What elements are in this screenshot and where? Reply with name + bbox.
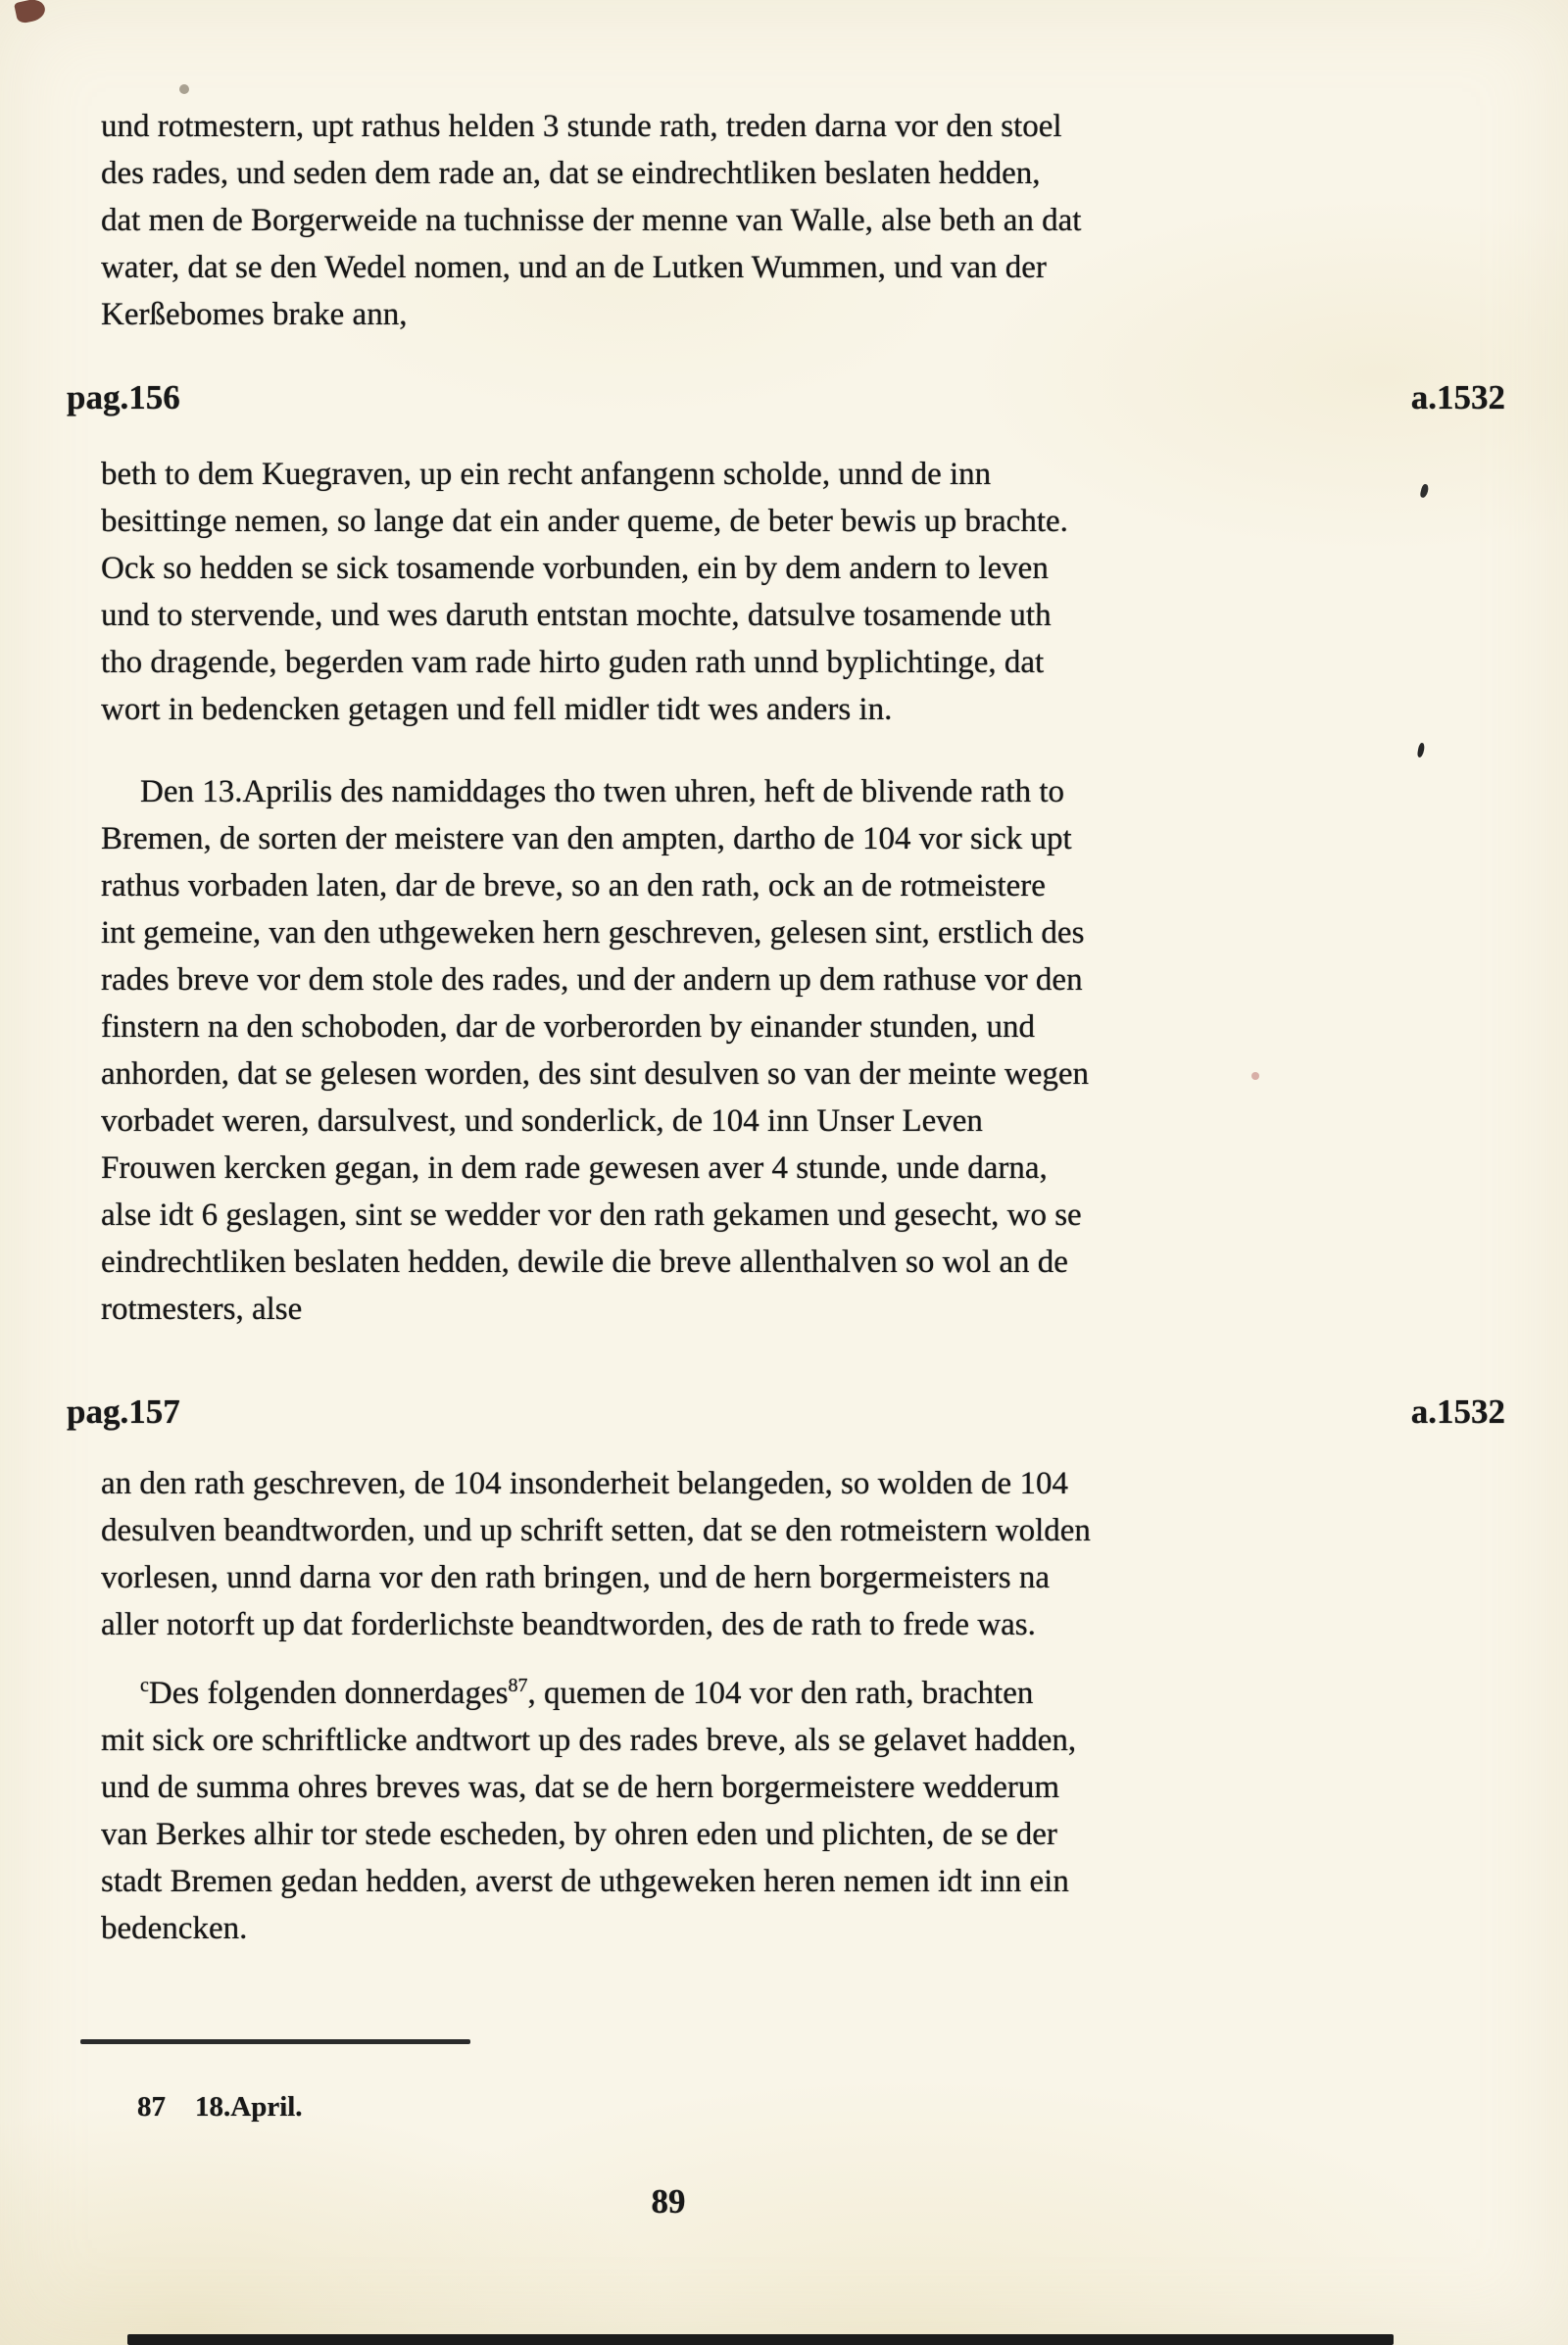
text-line: und de summa ohres breves was, dat se de hern borgermeistere wedderum xyxy=(101,1770,1060,1805)
footnote-separator-rule xyxy=(80,2039,470,2044)
text-line: aller notorft up dat forderlichste beandtworden, des de rath to frede was. xyxy=(101,1607,1036,1642)
source-page-ref: pag.156 xyxy=(67,378,180,416)
paragraph-1 xyxy=(101,103,1446,338)
page-number xyxy=(0,2182,1568,2222)
source-page-ref: pag.157 xyxy=(67,1392,180,1431)
scan-edge-bar xyxy=(127,2334,1394,2345)
text-line: desulven beandtworden, und up schrift setten, dat se den rotmeistern wolden xyxy=(101,1513,1091,1548)
text-line: vorlesen, unnd darna vor den rath bringen, und de hern borgermeisters na xyxy=(101,1560,1051,1595)
paragraph-4 xyxy=(101,1460,1446,1648)
paragraph-3 xyxy=(101,768,1446,1333)
text-line: Den 13.Aprilis des namiddages tho twen uhren, heft de blivende rath to xyxy=(140,774,1065,809)
text-line: water, dat se den Wedel nomen, und an de Lutken Wummen, und van der xyxy=(101,250,1047,285)
scan-corner-mark xyxy=(14,0,47,24)
text-line: Bremen, de sorten der meistere van den ampten, dartho de 104 vor sick upt xyxy=(101,821,1072,856)
text-segment: , quemen de 104 vor den rath, brachten xyxy=(527,1676,1034,1711)
text-line: rotmesters, alse xyxy=(101,1292,303,1327)
text-line: mit sick ore schriftlicke andtwort up des rades breve, als se gelavet hadden, xyxy=(101,1723,1077,1758)
text-line: rades breve vor dem stole des rades, und der andern up dem rathuse vor den xyxy=(101,962,1083,998)
text-line: int gemeine, van den uthgeweken hern geschreven, gelesen sint, erstlich des xyxy=(101,915,1085,951)
text-line: an den rath geschreven, de 104 insonderheit belangeden, so wolden de 104 xyxy=(101,1466,1068,1501)
footnote-text: 18.April. xyxy=(195,2091,303,2123)
text-line: Ock so hedden se sick tosamende vorbunden, ein by dem andern to leven xyxy=(101,551,1049,586)
text-line: eindrechtliken beslaten hedden, dewile die breve allenthalven so wol an de xyxy=(101,1245,1068,1280)
text-line: tho dragende, begerden vam rade hirto guden rath unnd byplichtinge, dat xyxy=(101,645,1045,680)
running-header-1 xyxy=(67,375,1505,420)
text-line: vorbadet weren, darsulvest, und sonderlick, de 104 inn Unser Leven xyxy=(101,1103,983,1139)
text-line: und rotmestern, upt rathus helden 3 stunde rath, treden darna vor den stoel xyxy=(101,109,1062,144)
page-number-value: 89 xyxy=(651,2182,686,2221)
text-line: stadt Bremen gedan hedden, averst de uthgeweken heren nemen idt inn ein xyxy=(101,1864,1069,1899)
year-ref: a.1532 xyxy=(1410,1392,1505,1431)
text-line: anhorden, dat se gelesen worden, des sint desulven so van der meinte wegen xyxy=(101,1056,1090,1092)
text-line: Frouwen kercken gegan, in dem rade gewesen aver 4 stunde, unde darna, xyxy=(101,1150,1048,1186)
footnote xyxy=(137,2087,303,2126)
running-header-2 xyxy=(67,1390,1505,1435)
text-line xyxy=(101,1670,1446,1717)
text-line: van Berkes alhir tor stede escheden, by ohren eden und plichten, de se der xyxy=(101,1817,1057,1852)
footnote-marker: 87 xyxy=(137,2091,166,2123)
text-line: wort in bedencken getagen und fell midler tidt wes anders in. xyxy=(101,692,893,727)
year-ref: a.1532 xyxy=(1410,378,1505,416)
scan-speck xyxy=(179,84,189,94)
text-line: Kerßebomes brake ann, xyxy=(101,297,408,332)
text-line: dat men de Borgerweide na tuchnisse der menne van Walle, alse beth an dat xyxy=(101,203,1082,238)
text-line: besittinge nemen, so lange dat ein ander queme, de beter bewis up brachte. xyxy=(101,504,1068,539)
text-line: bedencken. xyxy=(101,1911,248,1946)
text-line: und to stervende, und wes daruth entstan mochte, datsulve tosamende uth xyxy=(101,598,1052,633)
paragraph-2 xyxy=(101,451,1446,733)
text-line: alse idt 6 geslagen, sint se wedder vor den rath gekamen und gesecht, wo se xyxy=(101,1197,1082,1233)
text-line: beth to dem Kuegraven, up ein recht anfangenn scholde, unnd de inn xyxy=(101,457,992,492)
paragraph-5 xyxy=(101,1670,1446,1952)
scan-speck xyxy=(1417,743,1426,758)
text-line: finstern na den schoboden, dar de vorberorden by einander stunden, und xyxy=(101,1009,1036,1045)
footnote-reference: 87 xyxy=(508,1675,528,1696)
text-line: rathus vorbaden laten, dar de breve, so an den rath, ock an de rotmeistere xyxy=(101,868,1046,904)
text-segment: Des folgenden donnerdages xyxy=(148,1676,509,1711)
editorial-mark-superscript: c xyxy=(140,1675,149,1696)
text-line: des rades, und seden dem rade an, dat se eindrechtliken beslaten hedden, xyxy=(101,156,1041,191)
